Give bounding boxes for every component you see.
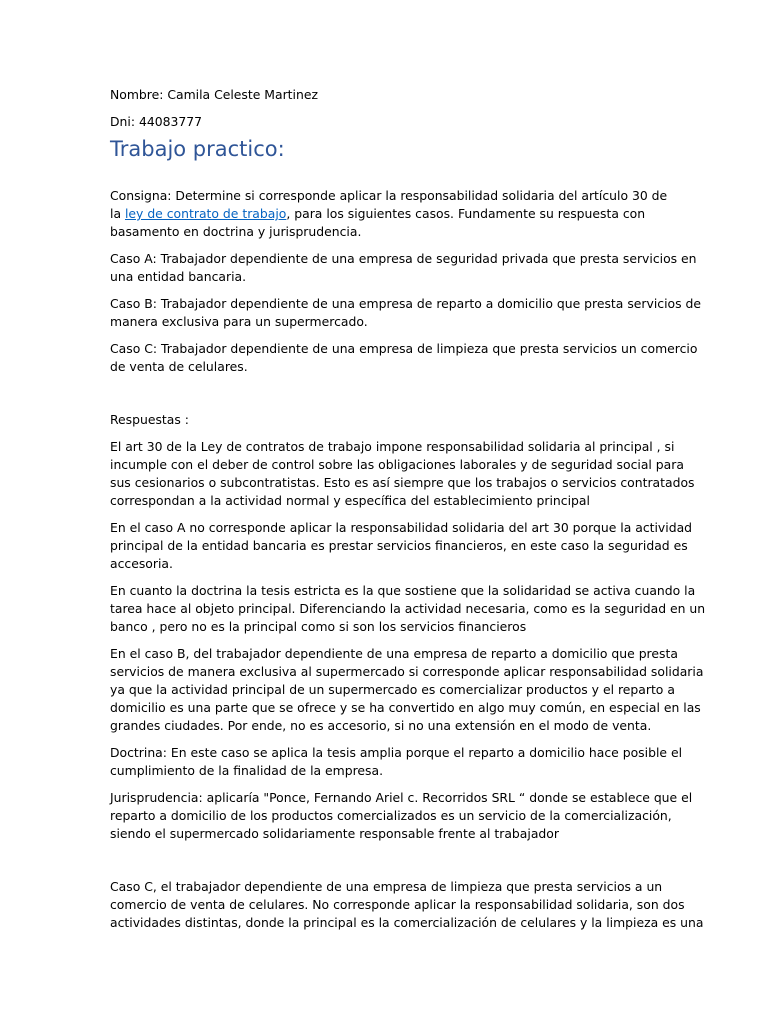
respuesta-line: En cuanto la doctrina la tesis estricta es la que sostiene que la solidaridad se activa cuando la [110,583,696,598]
respuesta-line: domicilio es una parte que se ofrece y se ha convertido en algo muy común, en especial en las [110,700,701,715]
respuesta-line: En el caso B, del trabajador dependiente de una empresa de reparto a domicilio que presta [110,646,678,661]
caso-a-paragraph [110,250,697,286]
respuesta-paragraph [110,582,706,636]
respuesta-line: accesoria. [110,556,173,571]
respuesta-line: correspondan a la actividad normal y específica del establecimiento principal [110,493,590,508]
respuesta-line: principal de la entidad bancaria es prestar servicios financieros, en este caso la seguridad es [110,538,688,553]
caso-c-respuesta-paragraph [110,878,704,932]
respuesta-line: Doctrina: En este caso se aplica la tesis amplia porque el reparto a domicilio hace posible el [110,745,683,760]
document-page [110,86,706,941]
respuesta-line: En el caso A no corresponde aplicar la responsabilidad solidaria del art 30 porque la actividad [110,520,693,535]
jurisprudencia-paragraph [110,789,693,843]
caso-line: Caso B: Trabajador dependiente de una empresa de reparto a domicilio que presta servicios de [110,296,701,311]
respuesta-line: Caso C, el trabajador dependiente de una empresa de limpieza que presta servicios a un [110,879,663,894]
respuesta-line: banco , pero no es la principal como si son los servicios financieros [110,619,527,634]
caso-line: Caso A: Trabajador dependiente de una empresa de seguridad privada que presta servicios en [110,251,697,266]
respuesta-line: servicios de manera exclusiva al supermercado si corresponde aplicar responsabilidad solidaria [110,664,704,679]
student-dni: Dni: 44083777 [110,114,203,129]
document-title: Trabajo practico: [110,137,285,161]
respuesta-line: ya que la actividad principal de un supermercado es comercializar productos y el reparto a [110,682,675,697]
caso-c-paragraph [110,340,698,376]
caso-line: de venta de celulares. [110,359,248,374]
respuesta-line: sus cesionarios o subcontratistas. Esto es así siempre que los trabajos o servicios contratados [110,475,695,490]
respuesta-line: tarea hace al objeto principal. Diferenciando la actividad necesaria, como es la seguridad en un [110,601,706,616]
respuesta-line: cumplimiento de la finalidad de la empresa. [110,763,384,778]
respuesta-line: siendo el supermercado solidariamente responsable frente al trabajador [110,826,559,841]
consigna-line [110,205,660,223]
respuesta-paragraph [110,519,693,573]
respuesta-line: actividades distintas, donde la principal es la comercialización de celulares y la limpieza es una [110,915,704,930]
respuesta-line: grandes ciudades. Por ende, no es accesorio, si no una extensión en el modo de venta. [110,718,652,733]
consigna-line: basamento en doctrina y jurisprudencia. [110,224,362,239]
respuesta-line: incumple con el deber de control sobre las obligaciones laborales y de seguridad social para [110,457,684,472]
caso-b-paragraph [110,295,701,331]
respuesta-line: Jurisprudencia: aplicaría "Ponce, Fernando Ariel c. Recorridos SRL “ donde se establece que el [110,790,693,805]
respuesta-line: El art 30 de la Ley de contratos de trabajo impone responsabilidad solidaria al principal , si [110,439,675,454]
respuesta-line: comercio de venta de celulares. No corresponde aplicar la responsabilidad solidaria, son dos [110,897,685,912]
respuesta-paragraph [110,438,695,510]
respuestas-heading: Respuestas : [110,412,189,427]
respuesta-paragraph [110,645,704,735]
ley-contrato-trabajo-link[interactable]: ley de contrato de trabajo [124,206,287,221]
caso-line: Caso C: Trabajador dependiente de una empresa de limpieza que presta servicios un comercio [110,341,698,356]
consigna-line-prefix: la [110,206,125,221]
consigna-line: Consigna: Determine si corresponde aplicar la responsabilidad solidaria del artículo 30 de [110,188,668,203]
doctrina-paragraph [110,744,683,780]
consigna-line-suffix: , para los siguientes casos. Fundamente su respuesta con [286,206,646,221]
respuesta-line: reparto a domicilio de los productos comercializados es un servicio de la comercialización, [110,808,672,823]
caso-line: manera exclusiva para un supermercado. [110,314,368,329]
student-name: Nombre: Camila Celeste Martinez [110,87,318,102]
consigna-paragraph [110,187,668,241]
caso-line: una entidad bancaria. [110,269,247,284]
